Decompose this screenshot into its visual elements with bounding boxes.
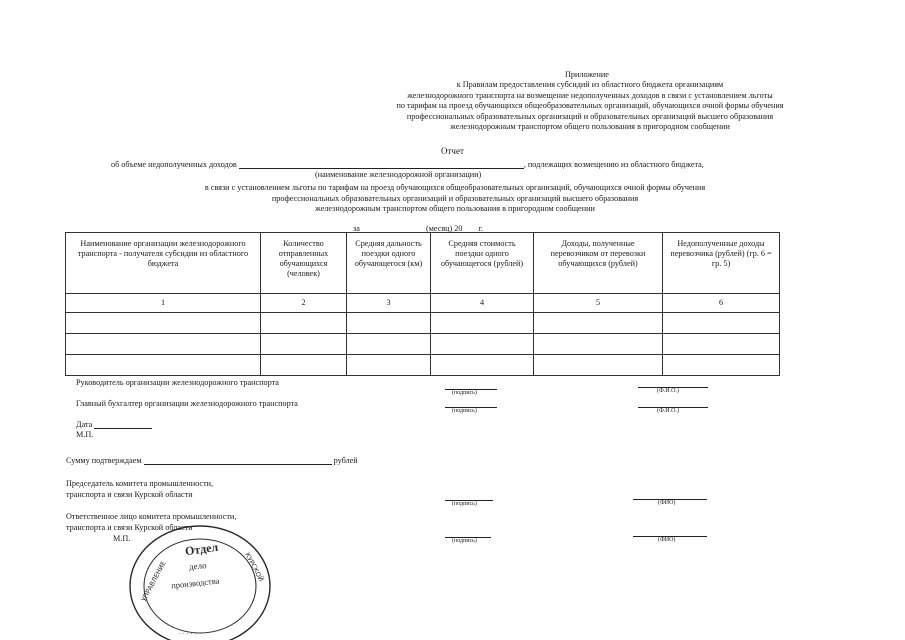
report-table [65,232,780,376]
head-signature-label: Руководитель организации железнодорожного транспорта [76,378,279,387]
header-cell: Средняя дальность поездки одного обучающегося (км) [347,233,431,294]
report-line-1-suffix: , подлежащих возмещению из областного бюджета, [523,160,704,169]
table-cell[interactable] [534,355,663,376]
table-cell[interactable] [66,334,261,355]
table-cell[interactable] [663,355,780,376]
report-line: железнодорожным транспортом общего пользования в пригородном сообщении [315,204,595,213]
column-number: 1 [66,294,261,313]
chair-label [66,479,213,500]
table-cell[interactable] [534,313,663,334]
table-cell[interactable] [663,334,780,355]
header-cell: Количество отправленных обучающихся (человек) [261,233,347,294]
sign-caption: (подпись) [452,538,477,544]
appendix-title: Приложение [565,70,609,79]
appendix-line: железнодорожного транспорта на возмещение недополученных доходов в связи с установлением льготы [407,90,773,100]
table-cell[interactable] [534,334,663,355]
svg-text:КУРСКОЙ: КУРСКОЙ [243,551,266,583]
header-cell: Наименование организации железнодорожного транспорта - получателя субсидии из областного бюджета [66,233,261,294]
official-stamp [127,524,273,638]
chair-line: Председатель комитета промышленности, [66,479,214,488]
appendix-line: железнодорожным транспортом общего пользования в пригородном сообщении [450,122,730,131]
table-number-row [66,294,780,313]
table-cell[interactable] [347,313,431,334]
responsible-line: транспорта и связи Курской области [66,522,193,532]
svg-text:УПРАВЛЕНИЕ: УПРАВЛЕНИЕ [139,559,168,603]
report-text [100,183,810,215]
org-caption: (наименование железнодорожной организации) [315,170,482,179]
stamp-text: Отдел [184,539,219,559]
mp-label: М.П. [76,430,94,439]
column-number: 6 [663,294,780,313]
column-number: 3 [347,294,431,313]
period-suffix: г. [478,224,483,233]
accountant-signature-label: Главный бухгалтер организации железнодорожного транспорта [76,399,298,408]
header-cell: Средняя стоимость поездки одного обучающегося (рублей) [431,233,534,294]
svg-text:· · · · ·: · · · · · [179,631,197,638]
fio-caption: (ФИО) [658,537,676,543]
date-field[interactable] [94,418,152,429]
confirm-amount-field[interactable] [144,454,332,465]
report-line-1 [111,158,704,169]
stamp-text: производства [170,575,220,591]
column-number: 5 [534,294,663,313]
column-number: 2 [261,294,347,313]
appendix-line: профессиональных образовательных организаций и образовательных организаций высшего образования [406,111,774,121]
column-number: 4 [431,294,534,313]
date-line [76,418,152,429]
table-row [66,334,780,355]
chair-line: транспорта и связи Курской области [66,489,193,499]
report-line: профессиональных образовательных организаций и образовательных организаций высшего образования [271,193,639,203]
table-cell[interactable] [663,313,780,334]
table-header-row [66,233,780,294]
table-cell[interactable] [261,313,347,334]
report-line: в связи с установлением льготы по тарифам на проезд обучающихся общеобразовательных организаций, обучающихся очной формы обучения [204,183,706,192]
report-title: Отчет [441,146,464,156]
fio-caption: (Ф.И.О.) [657,388,679,394]
table-cell[interactable] [261,334,347,355]
appendix-text [330,80,850,133]
table-cell[interactable] [347,355,431,376]
appendix-line: по тарифам на проезд обучающихся общеобразовательных организаций, обучающихся очной формы обучения [396,101,784,110]
sign-caption: (подпись) [452,390,477,396]
table-row [66,355,780,376]
appendix-line: к Правилам предоставления субсидий из областного бюджета организациям [456,80,724,89]
table-cell[interactable] [431,313,534,334]
sign-caption: (подпись) [452,501,477,507]
fio-caption: (Ф.И.О.) [657,408,679,414]
table-cell[interactable] [431,355,534,376]
table-cell[interactable] [66,313,261,334]
confirm-suffix: рублей [333,456,358,465]
confirm-line [66,454,358,465]
table-cell[interactable] [347,334,431,355]
stamp-text: дело [188,560,208,572]
fio-caption: (ФИО) [658,500,676,506]
sign-caption: (подпись) [452,408,477,414]
confirm-prefix: Сумму подтверждаем [66,456,142,465]
committee-mp-label: М.П. [113,534,131,543]
table-cell[interactable] [66,355,261,376]
table-row [66,313,780,334]
header-cell: Доходы, полученные перевозчиком от перевозки обучающихся (рублей) [534,233,663,294]
header-cell: Недополученные доходы перевозчика (рублей) (гр. 6 = гр. 5) [663,233,780,294]
period-prefix: за [353,224,360,233]
period-middle: (месяц) 20 [425,224,463,233]
date-label: Дата [76,420,93,429]
table-cell[interactable] [261,355,347,376]
organization-name-field[interactable] [239,158,524,169]
responsible-line: Ответственное лицо комитета промышленности, [66,512,237,521]
report-line-1-prefix: об объеме недополученных доходов [111,160,237,169]
table-cell[interactable] [431,334,534,355]
